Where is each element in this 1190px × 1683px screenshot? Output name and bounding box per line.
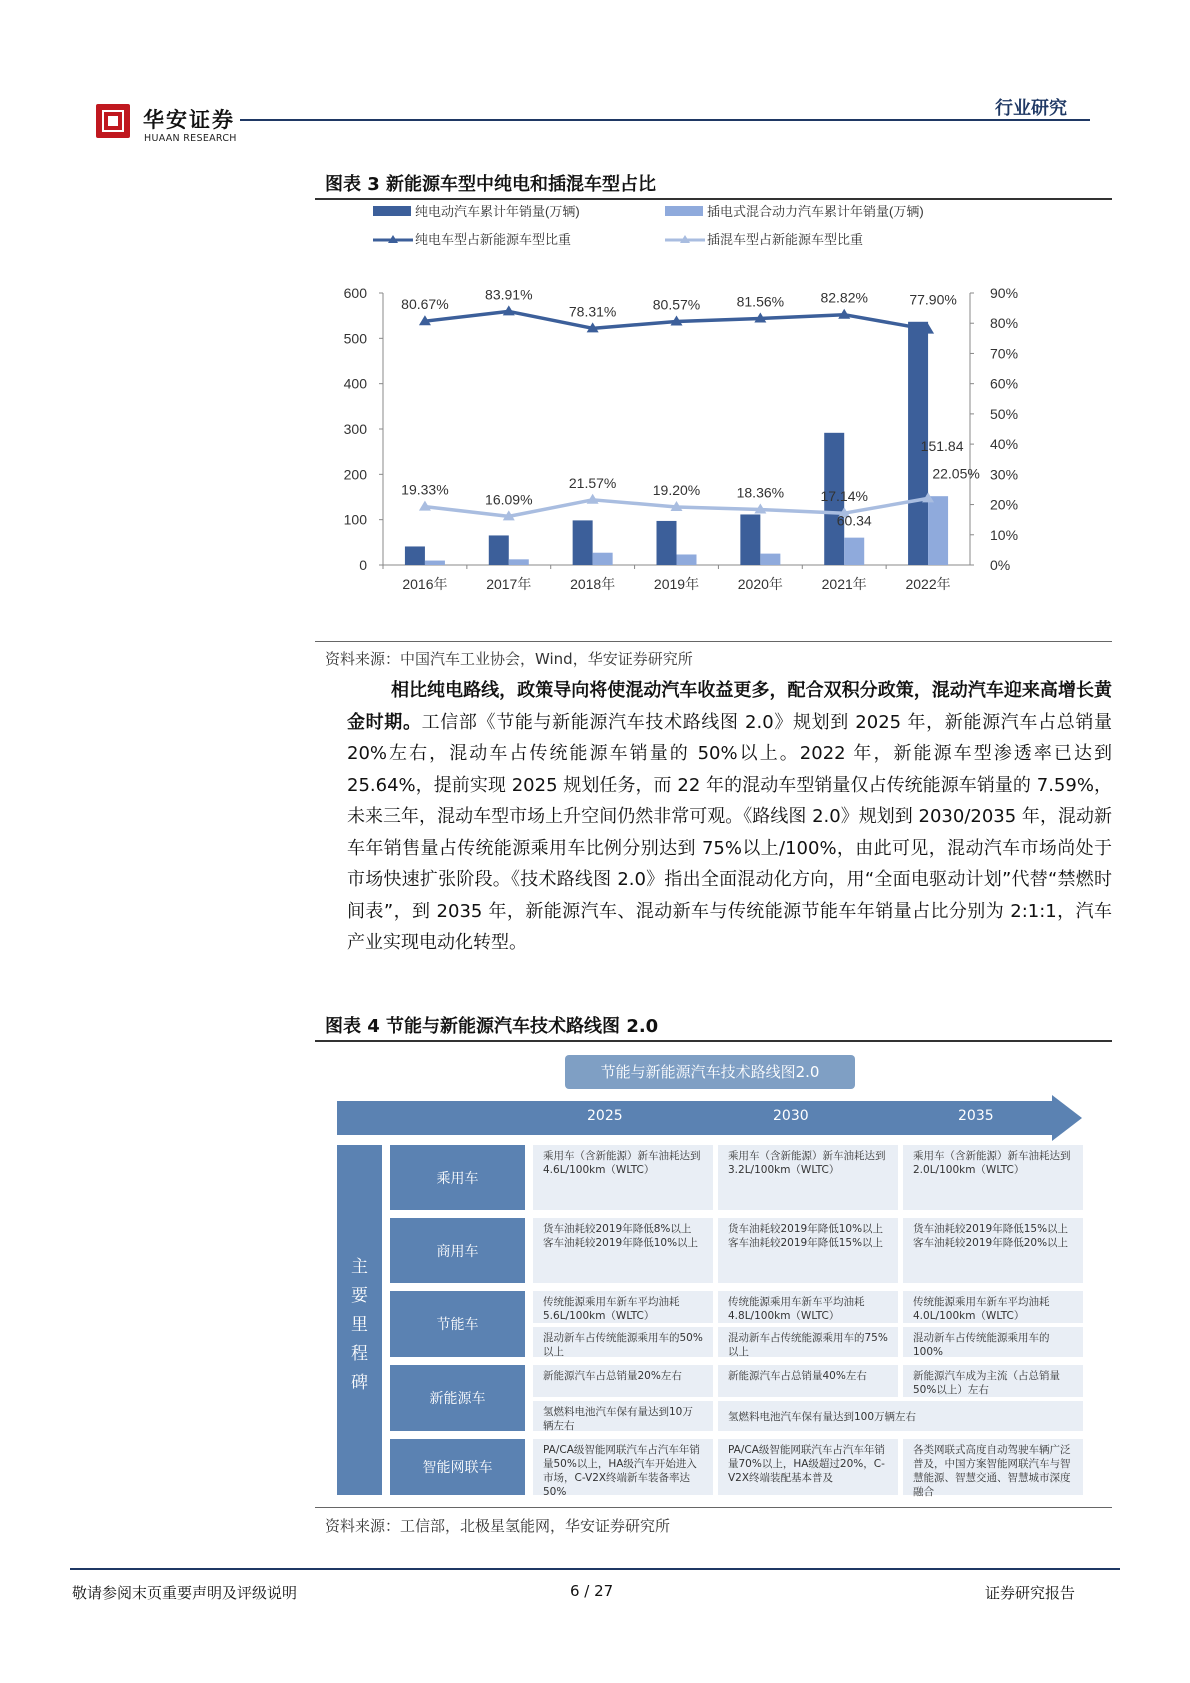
chart-legend [373,204,924,247]
line-data-label: 78.31% [568,303,617,320]
year-2035: 2035 [958,1108,994,1124]
paragraph-lead: 相比纯电路线，政策导向将使混动汽车收益更多，配合双积分政策，混动汽车迎来高增长黄金时期。 [347,680,1112,733]
cell-saving1-2035: 传统能源乘用车新车平均油耗4.0L/100km（WLTC） [903,1291,1083,1323]
bar-data-label: 60.34 [836,512,872,529]
y-right-tick-label: 40% [990,436,1019,453]
cell-commercial-2030: 货车油耗较2019年降低10%以上 客车油耗较2019年降低15%以上 [718,1218,898,1283]
cell-nev2-2030-2035: 氢燃料电池汽车保有量达到100万辆左右 [718,1401,1083,1431]
section-label: 行业研究 [995,98,1067,119]
category-passenger: 乘用车 [390,1145,525,1210]
legend-swatch [373,206,411,216]
line-data-label: 83.91% [485,286,533,303]
figure-4-title: 图表 4 节能与新能源汽车技术路线图 2.0 [325,1016,659,1037]
line-data-label: 80.67% [401,296,449,313]
y-left-tick-label: 600 [343,285,367,301]
y-right-tick-label: 10% [990,526,1019,543]
company-logo [96,104,130,138]
cell-commercial-2025: 货车油耗较2019年降低8%以上 客车油耗较2019年降低10%以上 [533,1218,713,1283]
y-right-tick-label: 60% [990,375,1019,392]
y-right-tick-label: 0% [990,557,1011,573]
legend-swatch [665,206,703,216]
line-data-label: 21.57% [568,474,617,491]
line-data-label: 17.14% [820,488,868,505]
bar [489,535,509,565]
bar [740,514,760,565]
y-right-tick-label: 80% [990,315,1019,332]
paragraph-text: 工信部《节能与新能源汽车技术路线图 2.0》规划到 2025 年，新能源汽车占总销量 20%左右，混动车占传统能源车销量的 50%以上。2022 年，新能源车型渗透率已达到 25.64%，提前实现 2025 规划任务，而 22 年的混动车型销量仅占传统能源车销量的 7.59%，未来三年，混动车型市场上升空间仍然非常可观。《路线图 2.0》规划到 2030/2035 年，混动新车年销售量占传统能源乘用车比例分别达到 75%以上/100%，由此可见，混动汽车市场尚处于市场快速扩张阶段。《技术路线图 2.0》指出全面混动化方向，用“全面电驱动计划”代替“禁燃时间表”，到 2035 年，新能源汽车、混动新车与传统能源节能车年销量占比分别为 2:1:1，汽车产业实现电动化转型。 [347,711,1112,953]
y-left-tick-label: 200 [343,466,367,483]
cell-icv-2035: 各类网联式高度自动驾驶车辆广泛普及，中国方案智能网联汽车与智慧能源、智慧交通、智慧城市深度融合 [903,1439,1083,1495]
category-saving: 节能车 [390,1291,525,1357]
side-label-char: 碑 [351,1373,368,1393]
line-data-label: 22.05% [932,465,980,482]
cell-nev1-2030: 新能源汽车占总销量40%左右 [718,1365,898,1397]
milestone-side-label [337,1145,382,1495]
line-data-label: 77.90% [909,291,957,308]
y-left-tick-label: 100 [343,511,367,528]
y-right-tick-label: 50% [990,405,1019,422]
figure-3-bottom-rule [315,641,1112,642]
category-commercial: 商用车 [390,1218,525,1283]
figure-3-source: 资料来源：中国汽车工业协会，Wind，华安证券研究所 [325,650,693,668]
bar [657,521,677,565]
line-data-label: 18.36% [736,484,785,501]
legend-label: 插混车型占新能源车型比重 [707,232,864,247]
y-left-tick-label: 0 [359,557,367,573]
cell-passenger-2035: 乘用车（含新能源）新车油耗达到2.0L/100km（WLTC） [903,1145,1083,1210]
cell-icv-2025: PA/CA级智能网联汽车占汽车年销量50%以上，HA级汽车开始进入市场，C-V2X终端新车装备率达50% [533,1439,713,1495]
cell-icv-2030: PA/CA级智能网联汽车占汽车年销量70%以上，HA级超过20%，C-V2X终端装配基本普及 [718,1439,898,1495]
line-data-label: 81.56% [736,293,785,310]
year-2030: 2030 [773,1108,809,1124]
brand-name: 华安证券 [143,107,235,132]
y-left-tick-label: 300 [343,421,367,437]
cell-nev1-2035: 新能源汽车成为主流（占总销量50%以上）左右 [903,1365,1083,1397]
x-tick-label: 2018年 [570,576,616,592]
legend-label: 插电式混合动力汽车累计年销量(万辆) [707,204,924,219]
header-rule [240,119,1090,121]
footer-rule [70,1568,1120,1570]
x-tick-label: 2022年 [905,576,951,592]
bar [844,538,864,565]
bar [509,559,529,565]
line-data-label: 19.20% [652,481,701,498]
bar-data-label: 151.84 [920,438,964,455]
roadmap-title: 节能与新能源汽车技术路线图2.0 [565,1055,855,1089]
line-data-label: 16.09% [485,491,533,508]
bar [405,546,425,565]
bar [760,554,780,565]
year-2025: 2025 [587,1108,623,1124]
footer-report-type: 证券研究报告 [985,1584,1076,1602]
side-label-char: 要 [351,1286,368,1306]
category-nev: 新能源车 [390,1365,525,1431]
cell-nev1-2025: 新能源汽车占总销量20%左右 [533,1365,713,1397]
line-data-label: 82.82% [820,289,868,306]
cell-saving1-2030: 传统能源乘用车新车平均油耗4.8L/100km（WLTC） [718,1291,898,1323]
side-label-char: 里 [351,1315,368,1335]
brand-subtitle: HUAAN RESEARCH [144,133,237,144]
cell-passenger-2030: 乘用车（含新能源）新车油耗达到3.2L/100km（WLTC） [718,1145,898,1210]
x-tick-label: 2017年 [486,576,532,592]
cell-saving1-2025: 传统能源乘用车新车平均油耗5.6L/100km（WLTC） [533,1291,713,1323]
bar [928,496,948,565]
figure-4-top-rule [315,1040,1112,1042]
side-label-char: 程 [351,1344,368,1364]
figure-3-chart [315,200,1112,640]
timeline-arrow-icon [1052,1095,1082,1141]
bar [573,520,593,565]
cell-nev2-2025: 氢燃料电池汽车保有量达到10万辆左右 [533,1401,713,1431]
figure-4-source: 资料来源：工信部，北极星氢能网，华安证券研究所 [325,1517,671,1535]
y-right-tick-label: 20% [990,496,1019,513]
cell-saving2-2035: 混动新车占传统能源乘用车的100% [903,1327,1083,1357]
y-right-tick-label: 70% [990,345,1019,362]
timeline-band [337,1101,1052,1135]
figure-4-bottom-rule [315,1507,1112,1508]
line-data-label: 19.33% [401,481,449,498]
roadmap-diagram [325,1045,1100,1500]
page-number: 6 / 27 [570,1582,614,1600]
footer-disclaimer: 敬请参阅末页重要声明及评级说明 [72,1584,298,1602]
figure-3-title: 图表 3 新能源车型中纯电和插混车型占比 [325,174,657,195]
category-icv: 智能网联车 [390,1439,525,1495]
milestone-side-text [337,1253,382,1398]
x-tick-label: 2021年 [821,576,867,592]
y-left-tick-label: 500 [343,330,367,347]
x-tick-label: 2020年 [737,576,783,592]
cell-commercial-2035: 货车油耗较2019年降低15%以上 客车油耗较2019年降低20%以上 [903,1218,1083,1283]
cell-saving2-2025: 混动新车占传统能源乘用车的50%以上 [533,1327,713,1357]
y-right-tick-label: 90% [990,285,1019,301]
legend-label: 纯电动汽车累计年销量(万辆) [415,204,580,219]
bar [425,561,445,565]
bar [677,554,697,565]
legend-label: 纯电车型占新能源车型比重 [415,232,572,247]
x-tick-label: 2016年 [402,576,448,592]
cell-passenger-2025: 乘用车（含新能源）新车油耗达到4.6L/100km（WLTC） [533,1145,713,1210]
x-tick-label: 2019年 [653,576,700,592]
bar [593,553,613,565]
y-left-tick-label: 400 [343,375,367,392]
cell-saving2-2030: 混动新车占传统能源乘用车的75%以上 [718,1327,898,1357]
side-label-char: 主 [351,1257,368,1277]
body-paragraph [347,675,1112,959]
line-data-label: 80.57% [652,296,701,313]
y-right-tick-label: 30% [990,466,1019,483]
